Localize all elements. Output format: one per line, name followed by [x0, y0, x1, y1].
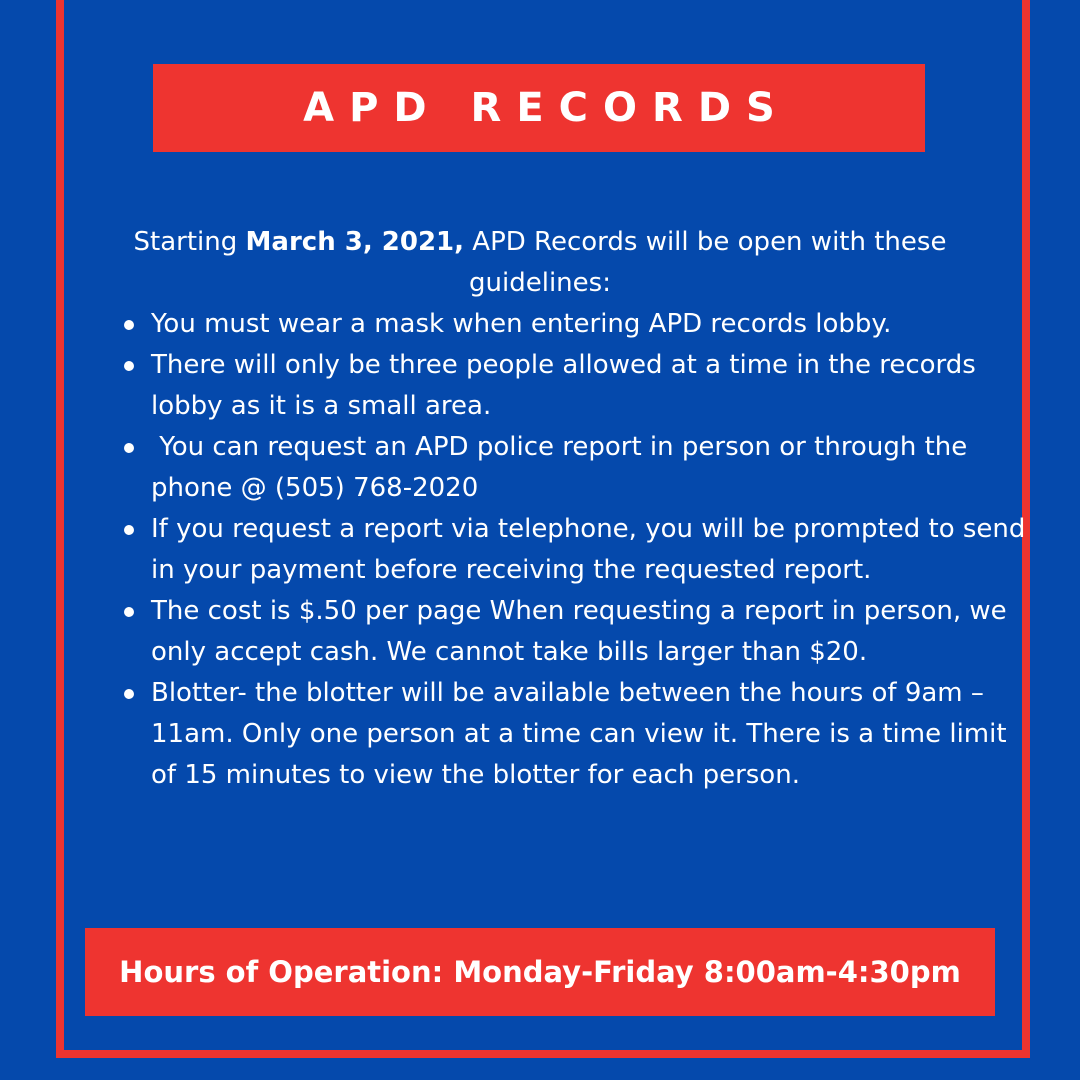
bullet-icon [124, 320, 134, 330]
list-item [151, 673, 1031, 796]
hours-of-operation: Hours of Operation: Monday-Friday 8:00am-4:30pm [119, 955, 961, 989]
hours-banner [85, 928, 995, 1016]
bullet-icon [124, 525, 134, 535]
guidelines-list [110, 304, 1031, 796]
list-item [151, 591, 1031, 673]
bullet-icon [124, 361, 134, 371]
bullet-icon [124, 443, 134, 453]
bullet-icon [124, 689, 134, 699]
bullet-icon [124, 607, 134, 617]
guideline-text: There will only be three people allowed at a time in the records lobby as it is a small area. [151, 350, 976, 421]
guideline-text: You must wear a mask when entering APD records lobby. [151, 309, 892, 339]
page-title: APD RECORDS [303, 85, 790, 131]
intro-suffix: APD Records will be open with these guidelines: [464, 227, 947, 298]
intro-date: March 3, 2021, [245, 227, 465, 257]
intro-prefix: Starting [133, 227, 246, 257]
list-item [151, 304, 1031, 345]
guideline-text: You can request an APD police report in person or through the phone @ (505) 768-2020 [151, 432, 976, 503]
title-banner [153, 64, 925, 152]
list-item [151, 345, 1031, 427]
list-item [151, 427, 1031, 509]
guideline-text: Blotter- the blotter will be available between the hours of 9am – 11am. Only one person at a time can view it. There is a time limit of 15 minutes to view the blotter for each person. [151, 678, 1007, 790]
guideline-text: If you request a report via telephone, you will be prompted to send in your payment before receiving the requested report. [151, 514, 1026, 585]
list-item [151, 509, 1031, 591]
guideline-text: The cost is $.50 per page When requesting a report in person, we only accept cash. We cannot take bills larger than $20. [151, 596, 1007, 667]
intro-paragraph [95, 222, 985, 304]
